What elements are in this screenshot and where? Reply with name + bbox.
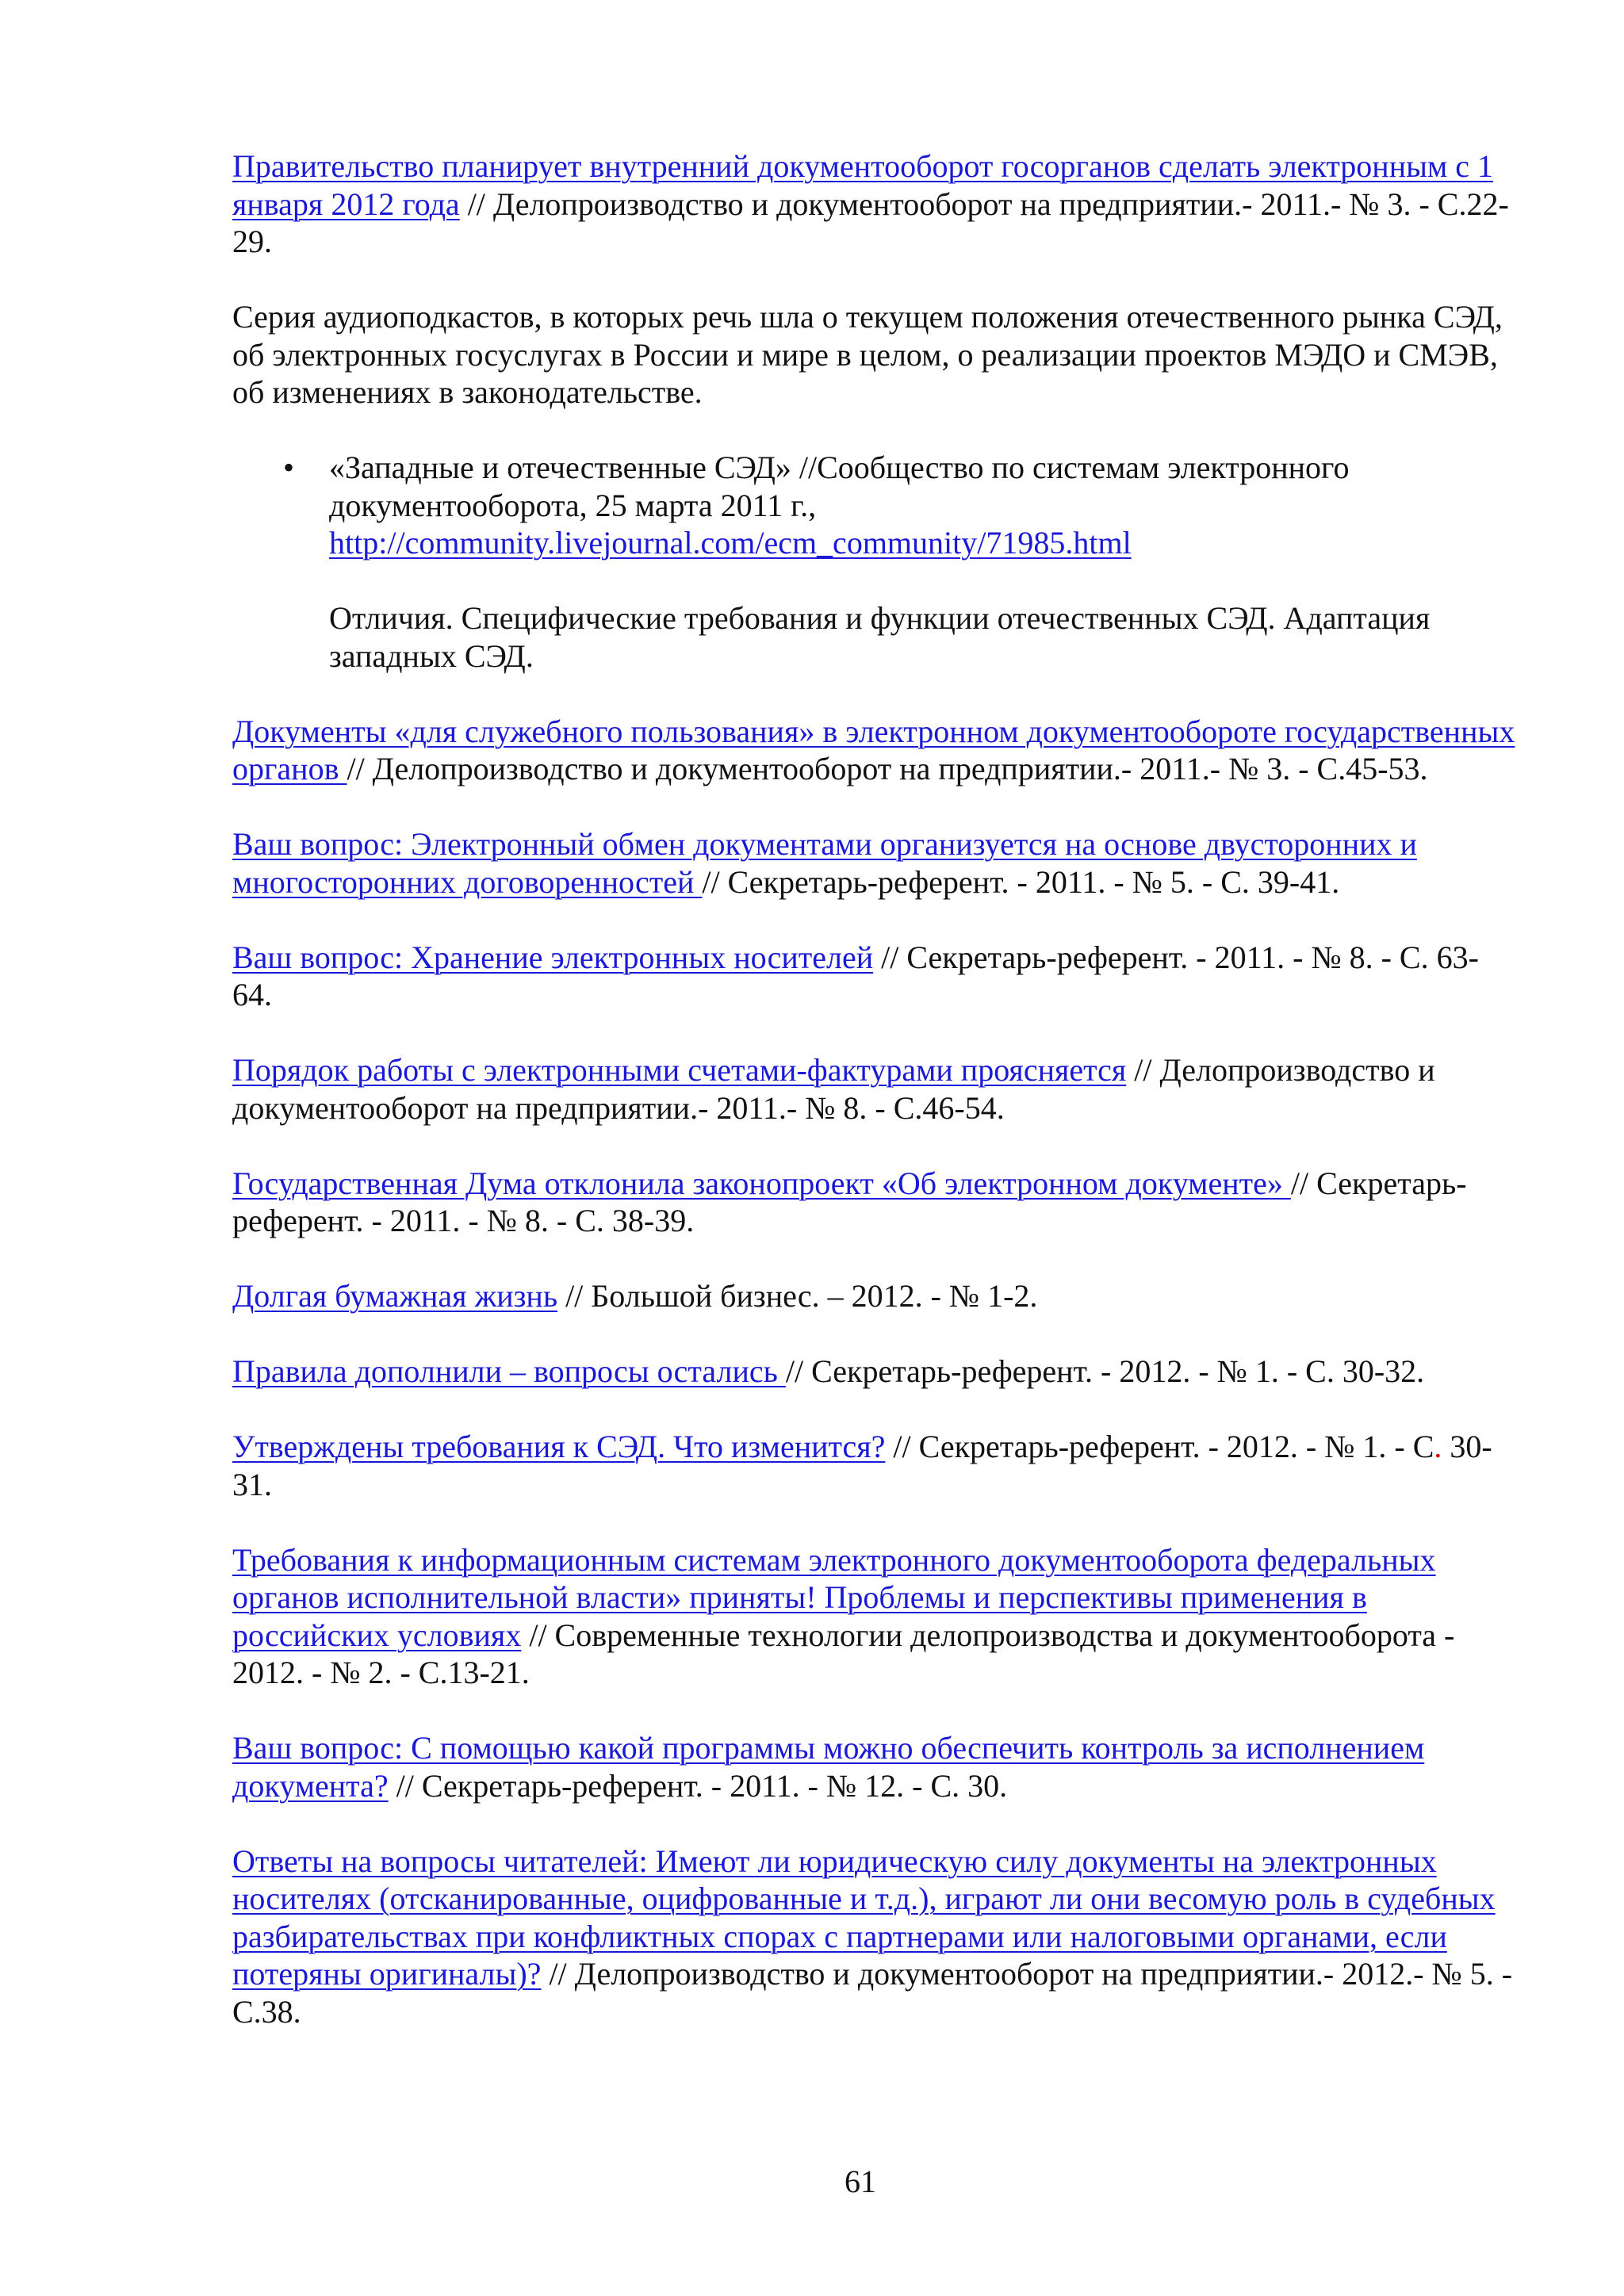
entry-citation: // Секретарь-референт. - 2011. - № 8. - С. 38-39. bbox=[232, 1165, 1467, 1238]
bibliography-entry bbox=[232, 1729, 1517, 1804]
entry-citation: // Делопроизводство и документооборот на предприятии.- 2011.- № 3. - С.45-53. bbox=[347, 751, 1428, 786]
entry-title-link[interactable]: Документы «для служебного пользования» в электронном документообороте государственных органов bbox=[232, 713, 1515, 786]
entry-citation: // Современные технологии делопроизводства и документооборота - 2012. - № 2. - С.13-21. bbox=[232, 1617, 1455, 1690]
entry-citation: // Секретарь-референт. - 2011. - № 8. - С. 63-64. bbox=[232, 939, 1479, 1012]
entry-citation: // Делопроизводство и документооборот на предприятии.- 2012.- № 5. - С.38. bbox=[232, 1956, 1513, 2030]
red-period-mark: . bbox=[1434, 1429, 1442, 1464]
bullet-url-link[interactable]: http://community.livejournal.com/ecm_community/71985.html bbox=[329, 525, 1132, 561]
bullet-citation bbox=[329, 449, 1517, 562]
bibliography-entry bbox=[232, 713, 1517, 788]
bibliography-entry bbox=[232, 825, 1517, 901]
entry-title-link[interactable]: Требования к информационным системам электронного документооборота федеральных органов исполнительной власти» приняты! Проблемы и перспективы применения в российских условиях bbox=[232, 1541, 1436, 1653]
bullet-annotation: Отличия. Специфические требования и функции отечественных СЭД. Адаптация западных СЭД. bbox=[329, 600, 1431, 674]
bibliography-entry bbox=[232, 1277, 1517, 1315]
bibliography-entry bbox=[232, 1428, 1517, 1503]
entry-citation: // Секретарь-референт. - 2012. - № 1. - С bbox=[885, 1429, 1434, 1464]
entry-title-link[interactable]: Ваш вопрос: Хранение электронных носителей bbox=[232, 939, 874, 975]
page-number: 61 bbox=[845, 2164, 876, 2199]
entry-citation: // Секретарь-референт. - 2012. - № 1. - С. 30-32. bbox=[785, 1353, 1425, 1389]
bibliography-entry bbox=[232, 939, 1517, 1014]
entry-citation-pages: 30-31. bbox=[232, 1429, 1492, 1502]
description-paragraph bbox=[232, 298, 1517, 411]
bibliography-entry bbox=[232, 1051, 1517, 1127]
bibliography-entry bbox=[232, 147, 1517, 261]
bullet-icon: • bbox=[283, 450, 295, 485]
bullet-citation-text: «Западные и отечественные СЭД» //Сообщество по системам электронного документооборота, 25 марта 2011 г., bbox=[329, 450, 1350, 523]
entry-title-link[interactable]: Правила дополнили – вопросы остались bbox=[232, 1353, 786, 1389]
bibliography-entry bbox=[232, 1165, 1517, 1240]
bibliography-entry bbox=[232, 1843, 1517, 2031]
entry-citation: // Делопроизводство и документооборот на предприятии.- 2011.- № 3. - С.22-29. bbox=[232, 186, 1509, 259]
entry-title-link[interactable]: Государственная Дума отклонила законопроект «Об электронном документе» bbox=[232, 1165, 1291, 1201]
bullet-item bbox=[232, 449, 1517, 675]
bibliography-entry bbox=[232, 1353, 1517, 1391]
entry-citation: // Секретарь-референт. - 2011. - № 12. - С. 30. bbox=[388, 1767, 1008, 1804]
entry-title-link[interactable]: Правительство планирует внутренний документооборот госорганов сделать электронным с 1 января 2012 года bbox=[232, 148, 1494, 222]
entry-citation: // Большой бизнес. – 2012. - № 1-2. bbox=[557, 1278, 1038, 1314]
entry-citation: // Делопроизводство и документооборот на предприятии.- 2011.- № 8. - С.46-54. bbox=[232, 1052, 1435, 1126]
entry-citation: // Секретарь-референт. - 2011. - № 5. - С. 39-41. bbox=[702, 863, 1340, 900]
entry-title-link[interactable]: Утверждены требования к СЭД. Что изменится? bbox=[232, 1429, 886, 1464]
entry-title-link[interactable]: Долгая бумажная жизнь bbox=[232, 1278, 558, 1314]
bibliography-entry bbox=[232, 1541, 1517, 1692]
entry-title-link[interactable]: Ваш вопрос: С помощью какой программы можно обеспечить контроль за исполнением документа? bbox=[232, 1730, 1425, 1804]
description-text: Серия аудиоподкастов, в которых речь шла о текущем положения отечественного рынка СЭД, об электронных госуслугах в России и мире в целом, о реализации проектов МЭДО и СМЭВ, об изменениях в законодательстве. bbox=[232, 299, 1503, 410]
entry-title-link[interactable]: Порядок работы с электронными счетами-фактурами проясняется bbox=[232, 1052, 1127, 1088]
document-body bbox=[232, 147, 1517, 2068]
entry-title-link[interactable]: Ваш вопрос: Электронный обмен документами организуется на основе двусторонних и многосторонних договоренностей bbox=[232, 826, 1417, 900]
entry-title-link[interactable]: Ответы на вопросы читателей: Имеют ли юридическую силу документы на электронных носителях (отсканированные, оцифрованные и т.д.), играют ли они весомую роль в судебных разбирательствах при конфликтных спорах с партнерами или налоговыми органами, если потеряны оригиналы)? bbox=[232, 1843, 1496, 1992]
